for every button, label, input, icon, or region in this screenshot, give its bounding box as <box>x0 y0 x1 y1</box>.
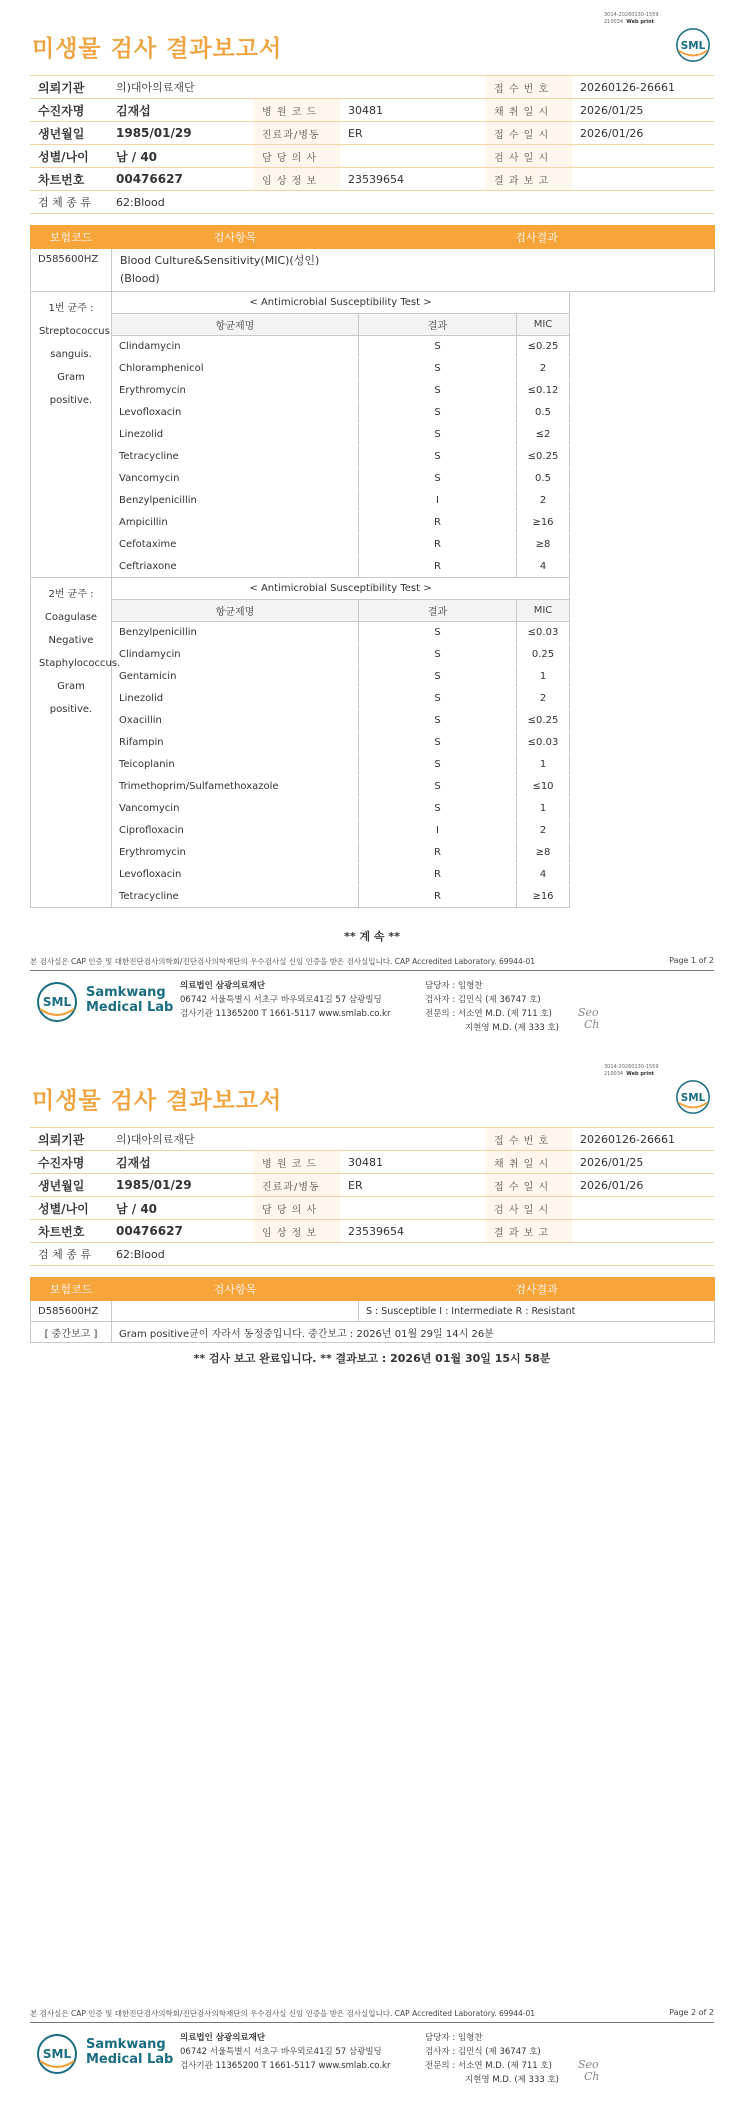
insurance-code: D585600HZ <box>31 1301 112 1322</box>
mic-value: 2 <box>517 820 570 842</box>
result-legend: S : Susceptible I : Intermediate R : Resistant <box>359 1301 715 1322</box>
antibiotic-name: Erythromycin <box>112 380 359 402</box>
antibiotic-row <box>31 468 715 490</box>
organism-gram: Gram positive. <box>49 372 93 406</box>
antibiotic-name: Chloramphenicol <box>112 358 359 380</box>
ast-col-result: 결과 <box>359 314 517 336</box>
antibiotic-row <box>31 358 715 380</box>
antibiotic-name: Cefotaxime <box>112 534 359 556</box>
ast-col-result: 결과 <box>359 600 517 622</box>
antibiotic-name: Teicoplanin <box>112 754 359 776</box>
organism-info <box>31 578 121 908</box>
mic-value: 2 <box>517 688 570 710</box>
susceptibility-result: S <box>359 446 517 468</box>
antibiotic-name: Linezolid <box>112 424 359 446</box>
susceptibility-result: I <box>359 490 517 512</box>
page-number: Page 1 of 2 <box>669 956 714 965</box>
susceptibility-result: S <box>359 358 517 380</box>
results-table: 보험코드 검사항목 검사결과 D585600HZ Blood Culture&Sensitivity(MIC)(성인) (Blood) 1번 균주 : Streptococcus sanguis. Gram positive. < Antimicrobial Susceptibility Test > 항균제명 결과 MIC Clindamycin S ≤0.25 Chloramphenicol S 2 Erythromycin S ≤0.12 Levofloxacin S 0.5 Linezolid S ≤2 Tetracycline S ≤0.25 Vancomycin S 0.5 Benzylpenicillin I 2 Ampicillin R ≥16 Cefotaxime R ≥8 Ceftriaxone R 4 2번 균주 : Coagulase Negative Staphylococcus. Gram positive. < Antimicrobial Susceptibility Test > 항균제명 결과 MIC Benzylpenicillin S ≤0.03 Clindamycin S 0.25 Gentamicin S 1 Linezolid S 2 Oxacillin S ≤0.25 Rifampin S ≤0.03 Teicoplanin S 1 Trimethoprim/Sulfamethoxazole S ≤10 Vancomycin S 1 Ciprofloxacin I 2 Erythromycin R ≥8 Levofloxacin R 4 Tetracycline R ≥16 <box>30 225 715 908</box>
mic-value: 4 <box>517 864 570 886</box>
interim-report: Gram positive균이 자라서 동정중입니다. 중간보고 : 2026년 01월 29일 14시 26분 <box>112 1322 715 1343</box>
hospital-code-value: 30481 <box>340 99 486 122</box>
antibiotic-row <box>31 446 715 468</box>
signature-image: Seo Ch <box>578 1006 600 1031</box>
antibiotic-row <box>31 402 715 424</box>
antibiotic-row <box>31 622 715 644</box>
antibiotic-name: Vancomycin <box>112 468 359 490</box>
mic-value: ≤2 <box>517 424 570 446</box>
report-date-value <box>572 168 714 191</box>
mic-value: ≤0.25 <box>517 710 570 732</box>
organism-gram: Gram positive. <box>49 681 93 715</box>
mic-value: 0.5 <box>517 402 570 424</box>
organism-label: 2번 균주 : <box>48 589 94 600</box>
antibiotic-row <box>31 842 715 864</box>
ast-column-header <box>31 600 715 622</box>
ast-col-mic: MIC <box>517 600 570 622</box>
antibiotic-row <box>31 490 715 512</box>
mic-value: ≤0.25 <box>517 336 570 358</box>
antibiotic-row <box>31 556 715 578</box>
mic-value: 0.25 <box>517 644 570 666</box>
collect-date-value: 2026/01/25 <box>572 99 714 122</box>
susceptibility-result: S <box>359 468 517 490</box>
accreditation-note: 본 검사실은 CAP 인증 및 대한진단검사의학회/진단검사의학재단의 우수검사실 신임 인증을 받은 검사실입니다. CAP Accredited Laboratory. 69944-01 Page 2 of 2 <box>30 2008 714 2023</box>
susceptibility-result: S <box>359 424 517 446</box>
susceptibility-result: S <box>359 380 517 402</box>
sex-age-value: 남 / 40 <box>108 145 254 168</box>
ast-title: < Antimicrobial Susceptibility Test > <box>112 292 570 314</box>
antibiotic-row <box>31 864 715 886</box>
antibiotic-row <box>31 754 715 776</box>
page-number: Page 2 of 2 <box>669 2008 714 2017</box>
ast-col-drug: 항균제명 <box>112 314 359 336</box>
antibiotic-name: Oxacillin <box>112 710 359 732</box>
ast-body <box>31 292 715 908</box>
svg-text:SML: SML <box>42 2047 72 2061</box>
test-item: Blood Culture&Sensitivity(MIC)(성인) (Blood) <box>112 249 715 292</box>
mic-value: ≥8 <box>517 842 570 864</box>
antibiotic-name: Gentamicin <box>112 666 359 688</box>
institution-value: 의)대아의료재단 <box>108 76 486 99</box>
susceptibility-result: S <box>359 688 517 710</box>
susceptibility-result: R <box>359 864 517 886</box>
antibiotic-row <box>31 798 715 820</box>
accreditation-note: 본 검사실은 CAP 인증 및 대한진단검사의학회/진단검사의학재단의 우수검사실 신임 인증을 받은 검사실입니다. CAP Accredited Laboratory. 69944-01 Page 1 of 2 <box>30 956 714 971</box>
antibiotic-name: Tetracycline <box>112 886 359 908</box>
specimen-value: 62:Blood <box>108 191 714 214</box>
mic-value: ≥8 <box>517 534 570 556</box>
dob-value: 1985/01/29 <box>108 122 254 145</box>
antibiotic-name: Tetracycline <box>112 446 359 468</box>
ast-column-header <box>31 314 715 336</box>
sml-logo-icon <box>674 1078 712 1116</box>
susceptibility-result: R <box>359 534 517 556</box>
mic-value: 2 <box>517 490 570 512</box>
antibiotic-row <box>31 886 715 908</box>
antibiotic-row <box>31 666 715 688</box>
lab-footer: SML Samkwang Medical Lab 의료법인 삼광의료재단 06742 서울특별시 서초구 바우뫼로41길 57 삼광빌딩 검사기관 11365200 T 1661-5117 www.smlab.co.kr 담당자 : 임형찬 검사자 : 김민식 (제 36747 호) 전문의 : 서소연 M.D. (제 711 호) 지현영 M.D. (제 333 호) Seo Ch <box>30 2027 714 2097</box>
antibiotic-row <box>31 732 715 754</box>
svg-text:SML: SML <box>42 995 72 1009</box>
antibiotic-name: Ceftriaxone <box>112 556 359 578</box>
susceptibility-result: S <box>359 798 517 820</box>
susceptibility-result: S <box>359 666 517 688</box>
antibiotic-row <box>31 336 715 358</box>
susceptibility-result: R <box>359 556 517 578</box>
susceptibility-result: I <box>359 820 517 842</box>
organism-name: Streptococcus sanguis. <box>39 326 110 360</box>
mic-value: 0.5 <box>517 468 570 490</box>
lab-footer: SML Samkwang Medical Lab 의료법인 삼광의료재단 06742 서울특별시 서초구 바우뫼로41길 57 삼광빌딩 검사기관 11365200 T 1661-5117 www.smlab.co.kr 담당자 : 임형찬 검사자 : 김민식 (제 36747 호) 전문의 : 서소연 M.D. (제 711 호) 지현영 M.D. (제 333 호) Seo Ch <box>30 975 714 1045</box>
mic-value: ≤0.25 <box>517 446 570 468</box>
antibiotic-row <box>31 776 715 798</box>
antibiotic-row <box>31 424 715 446</box>
mic-value: 1 <box>517 798 570 820</box>
signature-image: Seo Ch <box>578 2058 600 2083</box>
ast-title-row <box>31 578 715 600</box>
ast-title-row <box>31 292 715 314</box>
antibiotic-row <box>31 534 715 556</box>
susceptibility-result: R <box>359 886 517 908</box>
antibiotic-name: Rifampin <box>112 732 359 754</box>
doctor-value <box>340 145 486 168</box>
susceptibility-result: S <box>359 754 517 776</box>
susceptibility-result: R <box>359 512 517 534</box>
susceptibility-result: S <box>359 710 517 732</box>
report-title: 미생물 검사 결과보고서 <box>32 1088 283 1114</box>
mic-value: 1 <box>517 666 570 688</box>
dept-value: ER <box>340 122 486 145</box>
susceptibility-result: S <box>359 402 517 424</box>
antibiotic-row <box>31 688 715 710</box>
organism-info <box>31 292 112 578</box>
continued-label: ** 계 속 ** <box>344 930 400 943</box>
results-table-continued: 보험코드 검사항목 검사결과 D585600HZ S : Susceptible I : Intermediate R : Resistant [ 중간보고 ] Gram positive균이 자라서 동정중입니다. 중간보고 : 2026년 01월 29일 14시 26분 <box>30 1277 715 1343</box>
mic-value: ≥16 <box>517 886 570 908</box>
sml-logo-icon <box>674 26 712 64</box>
antibiotic-name: Clindamycin <box>112 644 359 666</box>
receipt-no-value: 20260126-26661 <box>572 76 714 99</box>
ast-col-drug: 항균제명 <box>112 600 359 622</box>
insurance-code: D585600HZ <box>31 249 112 292</box>
antibiotic-name: Vancomycin <box>112 798 359 820</box>
antibiotic-row <box>31 710 715 732</box>
antibiotic-name: Linezolid <box>112 688 359 710</box>
report-title: 미생물 검사 결과보고서 <box>32 36 283 62</box>
ast-col-mic: MIC <box>517 314 570 336</box>
print-stamp: 3014-20260130-1559 210034 Web print <box>604 12 659 25</box>
susceptibility-result: S <box>359 622 517 644</box>
organism-label: 1번 균주 : <box>48 303 94 314</box>
mic-value: ≤0.12 <box>517 380 570 402</box>
clinical-info-value: 23539654 <box>340 168 486 191</box>
interim-label: [ 중간보고 ] <box>31 1322 112 1343</box>
sml-footer-logo-icon <box>35 2032 79 2076</box>
chart-no-value: 00476627 <box>108 168 254 191</box>
mic-value: ≤10 <box>517 776 570 798</box>
patient-name-value: 김재섭 <box>108 99 254 122</box>
antibiotic-name: Levofloxacin <box>112 864 359 886</box>
antibiotic-name: Clindamycin <box>112 336 359 358</box>
antibiotic-name: Ampicillin <box>112 512 359 534</box>
susceptibility-result: S <box>359 644 517 666</box>
mic-value: ≤0.03 <box>517 732 570 754</box>
svg-text:SML: SML <box>680 39 706 52</box>
final-report-status: ** 검사 보고 완료입니다. ** 결과보고 : 2026년 01월 30일 15시 58분 <box>193 1352 551 1365</box>
antibiotic-name: Benzylpenicillin <box>112 490 359 512</box>
antibiotic-name: Trimethoprim/Sulfamethoxazole <box>112 776 359 798</box>
antibiotic-name: Erythromycin <box>112 842 359 864</box>
susceptibility-result: R <box>359 842 517 864</box>
patient-info-table: 의뢰기관 의)대아의료재단 접 수 번 호 20260126-26661 수진자명 김재섭 병 원 코 드 30481 채 취 일 시 2026/01/25 생년월일 1985/01/29 진료과/병동 ER 접 수 일 시 2026/01/26 성별/나이 남 / 40 담 당 의 사 검 사 일 시 차트번호 00476627 임 상 정 보 23539654 결 과 보 고 검 체 종 류 62:Blood <box>30 1127 714 1266</box>
antibiotic-name: Levofloxacin <box>112 402 359 424</box>
sml-footer-logo-icon <box>35 980 79 1024</box>
patient-info-table: 의뢰기관 의)대아의료재단 접 수 번 호 20260126-26661 수진자명 김재섭 병 원 코 드 30481 채 취 일 시 2026/01/25 생년월일 1985/01/29 진료과/병동 ER 접 수 일 시 2026/01/26 성별/나이 남 / 40 담 당 의 사 검 사 일 시 차트번호 00476627 임 상 정 보 23539654 결 과 보 고 검 체 종 류 62:Blood <box>30 75 714 214</box>
antibiotic-row <box>31 512 715 534</box>
mic-value: 2 <box>517 358 570 380</box>
mic-value: 4 <box>517 556 570 578</box>
test-date-value <box>572 145 714 168</box>
report-page-2 <box>0 1052 744 2104</box>
susceptibility-result: S <box>359 336 517 358</box>
mic-value: ≤0.03 <box>517 622 570 644</box>
print-stamp: 3014-20260130-1559 210034 Web print <box>604 1064 659 1077</box>
antibiotic-row <box>31 820 715 842</box>
mic-value: 1 <box>517 754 570 776</box>
antibiotic-name: Benzylpenicillin <box>112 622 359 644</box>
ast-title: < Antimicrobial Susceptibility Test > <box>112 578 570 600</box>
antibiotic-name: Ciprofloxacin <box>112 820 359 842</box>
receive-date-value: 2026/01/26 <box>572 122 714 145</box>
susceptibility-result: S <box>359 776 517 798</box>
susceptibility-result: S <box>359 732 517 754</box>
antibiotic-row <box>31 380 715 402</box>
antibiotic-row <box>31 644 715 666</box>
mic-value: ≥16 <box>517 512 570 534</box>
organism-name: Coagulase Negative Staphylococcus. <box>39 612 121 669</box>
svg-text:SML: SML <box>680 1091 706 1104</box>
